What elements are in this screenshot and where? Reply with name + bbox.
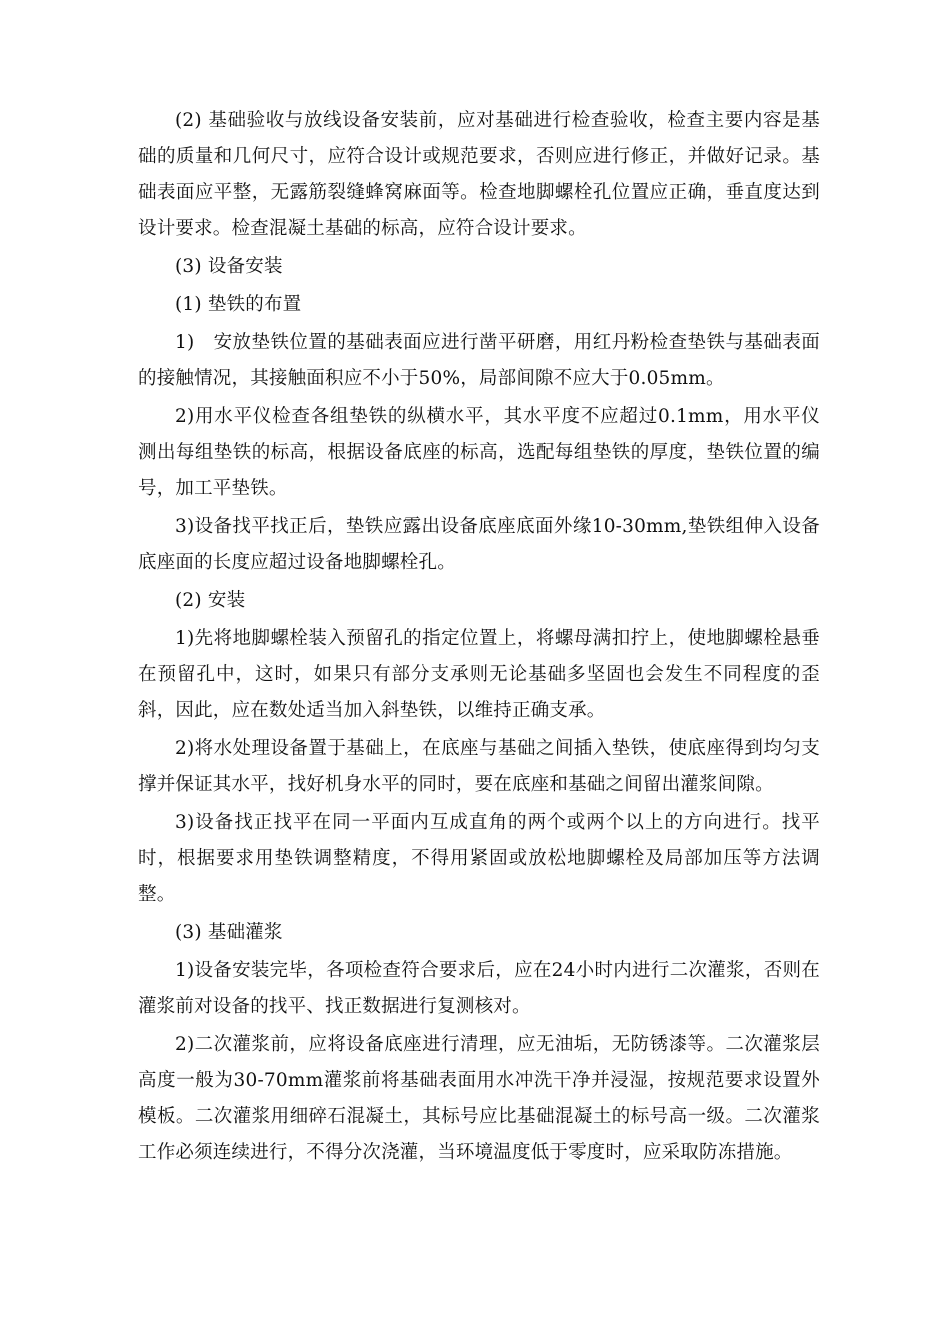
paragraph-grouting-step-2: 2)二次灌浆前，应将设备底座进行清理，应无油垢，无防锈漆等。二次灌浆层高度一般为30-70mm灌浆前将基础表面用水冲洗干净并浸湿，按规范要求设置外模板。二次灌浆用细碎石混凝土，其标号应比基础混凝土的标号高一级。二次灌浆工作必须连续进行，不得分次浇灌，当环境温度低于零度时，应采取防冻措施。	[138, 1034, 820, 1163]
paragraph-shim-step-1: 1) 安放垫铁位置的基础表面应进行凿平研磨，用红丹粉检查垫铁与基础表面的接触情况，其接触面积应不小于50%，局部间隙不应大于0.05mm。	[138, 332, 820, 389]
heading-foundation-grouting: (3) 基础灌浆	[175, 922, 283, 943]
document-page	[138, 103, 820, 1171]
heading-shim-layout: (1) 垫铁的布置	[175, 294, 302, 315]
paragraph-install-step-1: 1)先将地脚螺栓装入预留孔的指定位置上，将螺母满扣拧上，使地脚螺栓悬垂在预留孔中，这时，如果只有部分支承则无论基础多坚固也会发生不同程度的歪斜，因此，应在数处适当加入斜垫铁，以维持正确支承。	[138, 628, 820, 721]
paragraph-foundation-acceptance: (2) 基础验收与放线设备安装前，应对基础进行检查验收，检查主要内容是基础的质量和几何尺寸，应符合设计或规范要求，否则应进行修正，并做好记录。基础表面应平整，无露筋裂缝蜂窝麻面等。检查地脚螺栓孔位置应正确，垂直度达到设计要求。检查混凝土基础的标高，应符合设计要求。	[138, 110, 820, 239]
paragraph-grouting-step-1: 1)设备安装完毕，各项检查符合要求后，应在24小时内进行二次灌浆，否则在灌浆前对设备的找平、找正数据进行复测核对。	[138, 960, 820, 1017]
paragraph-shim-step-2: 2)用水平仪检查各组垫铁的纵横水平，其水平度不应超过0.1mm，用水平仪测出每组垫铁的标高，根据设备底座的标高，选配每组垫铁的厚度，垫铁位置的编号，加工平垫铁。	[138, 406, 820, 499]
heading-installation: (2) 安装	[175, 590, 246, 611]
heading-equipment-installation: (3) 设备安装	[175, 256, 283, 277]
paragraph-install-step-2: 2)将水处理设备置于基础上，在底座与基础之间插入垫铁，使底座得到均匀支撑并保证其水平，找好机身水平的同时，要在底座和基础之间留出灌浆间隙。	[138, 738, 820, 795]
paragraph-shim-step-3: 3)设备找平找正后，垫铁应露出设备底座底面外缘10-30mm,垫铁组伸入设备底座面的长度应超过设备地脚螺栓孔。	[138, 516, 820, 573]
paragraph-install-step-3: 3)设备找正找平在同一平面内互成直角的两个或两个以上的方向进行。找平时，根据要求用垫铁调整精度，不得用紧固或放松地脚螺栓及局部加压等方法调整。	[138, 812, 820, 905]
